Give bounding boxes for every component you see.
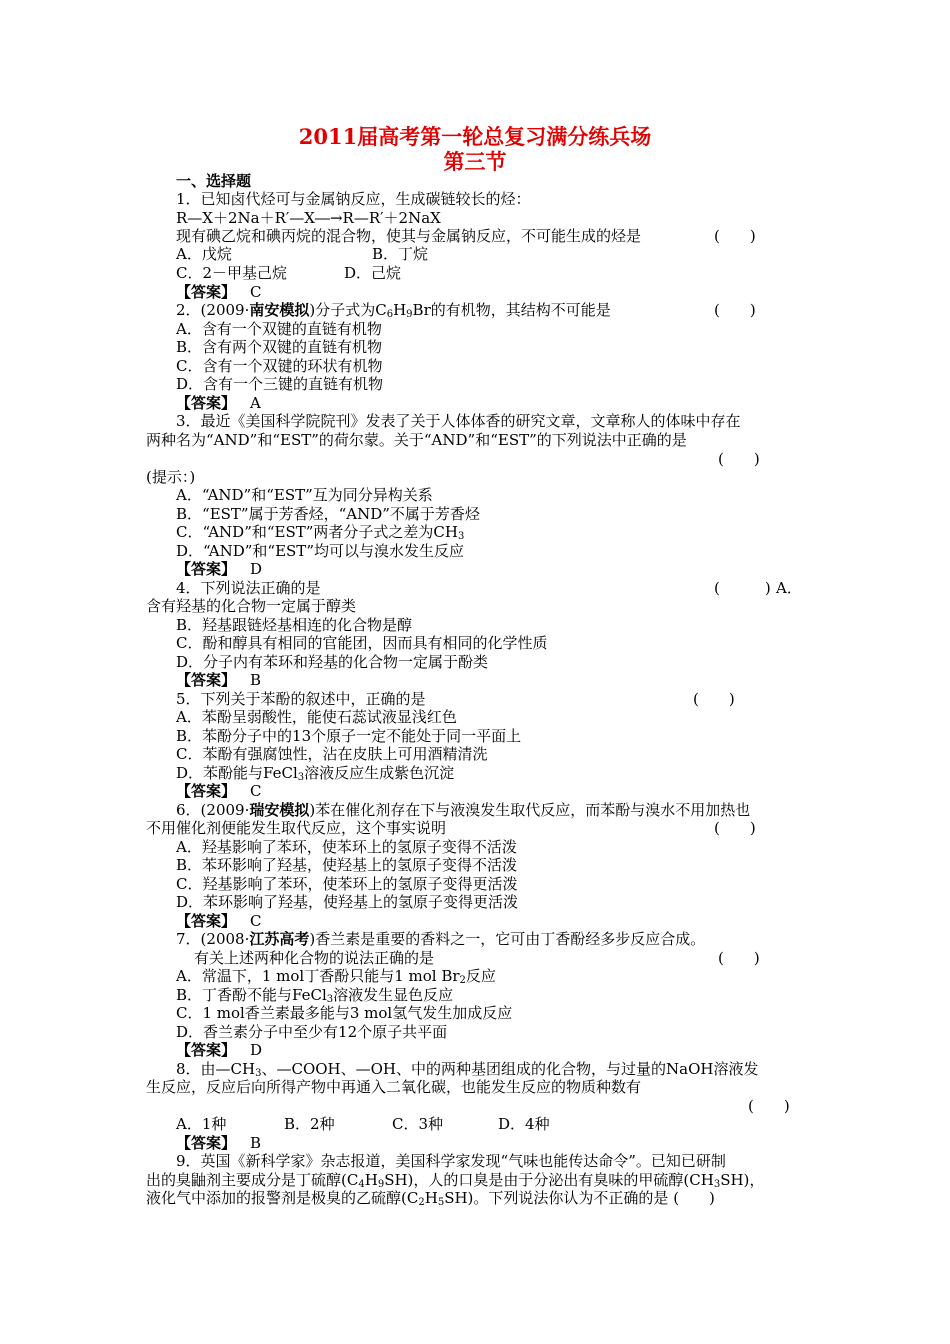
- q6-stem2: 不用催化剂便能发生取代反应，这个事实说明: [146, 819, 447, 837]
- q6-option-d: D．苯环影响了羟基，使羟基上的氢原子变得更活泼: [176, 893, 519, 911]
- q4-answer: 【答案】 B: [176, 671, 262, 689]
- q1-answer: 【答案】 C: [176, 283, 262, 301]
- section-heading: 一、选择题: [176, 172, 252, 190]
- q9-stem1: 9．英国《新科学家》杂志报道，美国科学家发现“气味也能传达命令”。已知已研制: [176, 1152, 726, 1170]
- q3-stem2: 两种名为“AND”和“EST”的荷尔蒙。关于“AND”和“EST”的下列说法中正确的是: [146, 431, 687, 449]
- q3-option-d: D．“AND”和“EST”均可以与溴水发生反应: [176, 542, 464, 560]
- q1-option-a: A．戊烷: [176, 245, 232, 263]
- q5-option-c: C．苯酚有强腐蚀性，沾在皮肤上可用酒精清洗: [176, 745, 488, 763]
- q1-blank: ( ): [714, 227, 756, 245]
- q5-option-a: A．苯酚呈弱酸性，能使石蕊试液显浅红色: [176, 708, 457, 726]
- doc-subtitle: 第三节: [443, 149, 507, 174]
- q4-blank: ( ): [714, 579, 771, 597]
- q3-option-a: A．“AND”和“EST”互为同分异构关系: [176, 486, 433, 504]
- q8-stem1: 8．由$—CH_3$、—COOH、—OH、中的两种基团组成的化合物，与过量的NaOH溶液发: [176, 1060, 759, 1079]
- q1-stem2: 现有碘乙烷和碘丙烷的混合物，使其与金属钠反应，不可能生成的烃是: [176, 227, 642, 245]
- q7-blank: ( ): [718, 949, 760, 967]
- doc-title: 2011届高考第一轮总复习满分练兵场: [298, 124, 652, 149]
- q1-option-c: C．2－甲基己烷: [176, 264, 288, 282]
- q4-option-d: D．分子内有苯环和羟基的化合物一定属于酚类: [176, 653, 489, 671]
- q7-stem2: 有关上述两种化合物的说法正确的是: [194, 949, 435, 967]
- q3-option-c: C．“AND”和“EST”两者分子式之差为$CH_3$: [176, 523, 465, 542]
- q1-option-b: B．丁烷: [372, 245, 429, 263]
- q6-blank: ( ): [714, 819, 756, 837]
- q8-stem2: 生反应，反应后向所得产物中再通入二氧化碳，也能发生反应的物质种数有: [146, 1078, 642, 1096]
- q7-option-a: A．常温下，1 mol丁香酚只能与1 mol $Br_2$反应: [176, 967, 496, 986]
- q2-blank: ( ): [714, 301, 756, 319]
- q7-stem1: 7．(2008·江苏高考)香兰素是重要的香料之一，它可由丁香酚经多步反应合成。: [176, 930, 706, 948]
- q6-option-a: A．羟基影响了苯环，使苯环上的氢原子变得不活泼: [176, 838, 517, 856]
- q3-blank: ( ): [718, 450, 760, 468]
- q8-option-c: C．3种: [392, 1115, 444, 1133]
- q9-stem2: 出的臭鼬剂主要成分是丁硫醇$(C_4H_9SH)$，人的口臭是由于分泌出有臭味的甲硫醇$(CH_3SH)$，: [146, 1171, 765, 1190]
- q5-blank: ( ): [693, 690, 735, 708]
- q6-option-b: B．苯环影响了羟基，使羟基上的氢原子变得不活泼: [176, 856, 518, 874]
- q4-option-a-start: A．: [776, 579, 802, 597]
- q3-stem1: 3．最近《美国科学院院刊》发表了关于人体体香的研究文章，文章称人的体味中存在: [176, 412, 741, 430]
- q2-option-a: A．含有一个双键的直链有机物: [176, 320, 382, 338]
- q4-option-b: B．羟基跟链烃基相连的化合物是醇: [176, 616, 413, 634]
- q8-blank: ( ): [748, 1097, 790, 1115]
- q5-option-d: D．苯酚能与FeCl$_3$溶液反应生成紫色沉淀: [176, 764, 455, 783]
- q2-answer: 【答案】 A: [176, 394, 261, 412]
- q1-option-d: D．己烷: [344, 264, 402, 282]
- q6-option-c: C．羟基影响了苯环，使苯环上的氢原子变得更活泼: [176, 875, 518, 893]
- q8-option-d: D．4种: [498, 1115, 550, 1133]
- q8-option-a: A．1种: [176, 1115, 227, 1133]
- q6-answer: 【答案】 C: [176, 912, 262, 930]
- q2-option-b: B．含有两个双键的直链有机物: [176, 338, 383, 356]
- q7-option-b: B．丁香酚不能与FeCl$_3$溶液发生显色反应: [176, 986, 454, 1005]
- q8-answer: 【答案】 B: [176, 1134, 262, 1152]
- q8-option-b: B．2种: [284, 1115, 335, 1133]
- q2-option-c: C．含有一个双键的环状有机物: [176, 357, 383, 375]
- q3-option-b: B．“EST”属于芳香烃，“AND”不属于芳香烃: [176, 505, 480, 523]
- q5-answer: 【答案】 C: [176, 782, 262, 800]
- q3-hint: (提示：): [146, 468, 196, 486]
- q4-option-c: C．酚和醇具有相同的官能团，因而具有相同的化学性质: [176, 634, 548, 652]
- q9-stem3: 液化气中添加的报警剂是极臭的乙硫醇$(C_2H_5SH)$。下列说法你认为不正确的是 ( ): [146, 1189, 715, 1208]
- q3-answer: 【答案】 D: [176, 560, 263, 578]
- q5-option-b: B．苯酚分子中的13个原子一定不能处于同一平面上: [176, 727, 522, 745]
- q1-stem: 1．已知卤代烃可与金属钠反应，生成碳链较长的烃：: [176, 190, 531, 208]
- q4-stem: 4．下列说法正确的是: [176, 579, 321, 597]
- q4-option-a-rest: 含有羟基的化合物一定属于醇类: [146, 597, 357, 615]
- q7-option-d: D．香兰素分子中至少有12个原子共平面: [176, 1023, 448, 1041]
- q6-stem1: 6．(2009·瑞安模拟)苯在催化剂存在下与液溴发生取代反应，而苯酚与溴水不用加热也: [176, 801, 751, 819]
- q5-stem: 5．下列关于苯酚的叙述中，正确的是: [176, 690, 426, 708]
- q2-stem: 2．(2009·南安模拟)分子式为$C_6H_9Br$的有机物，其结构不可能是: [176, 301, 611, 320]
- q7-answer: 【答案】 D: [176, 1041, 263, 1059]
- q1-equation: R—X＋2Na＋R′—X―→R—R′＋2NaX: [176, 209, 441, 227]
- q2-option-d: D．含有一个三键的直链有机物: [176, 375, 384, 393]
- q7-option-c: C．1 mol香兰素最多能与3 mol氢气发生加成反应: [176, 1004, 513, 1022]
